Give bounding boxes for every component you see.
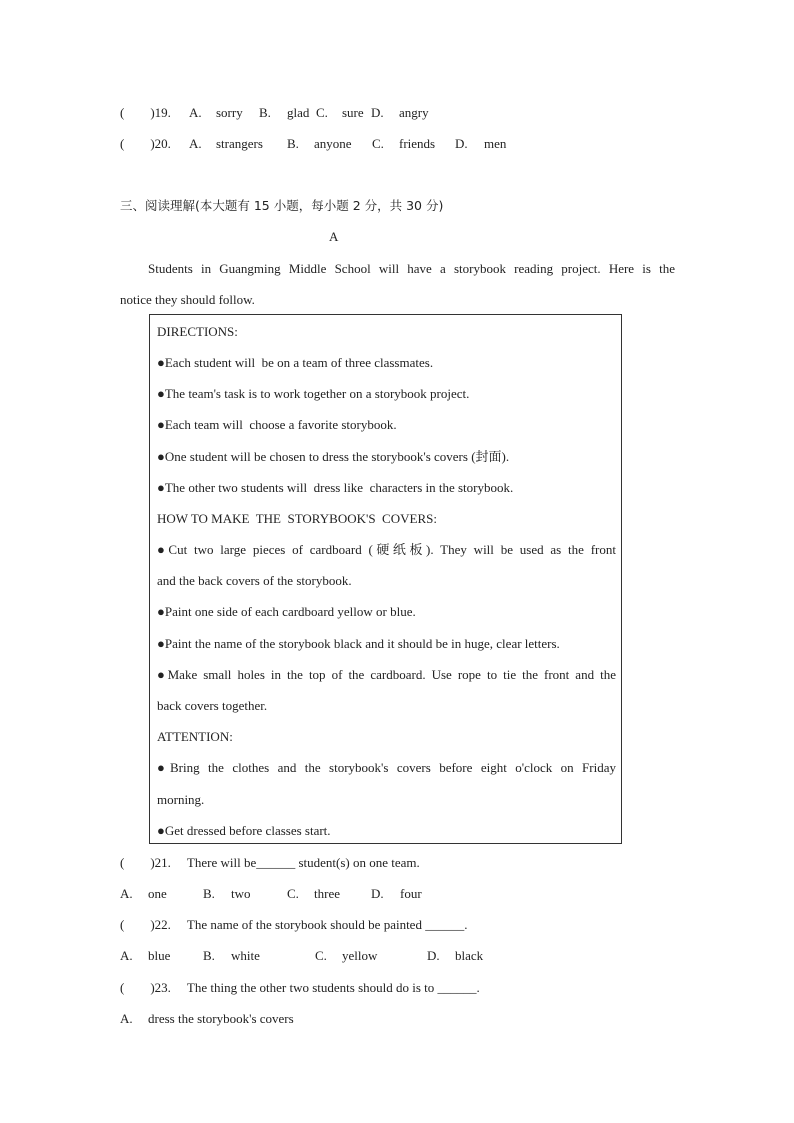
q19-option-d-text: angry bbox=[399, 105, 429, 120]
q21-option-b-text: two bbox=[231, 886, 251, 901]
q23-stem: ( )23. The thing the other two students should do is to ______. bbox=[120, 980, 480, 995]
q22-option-d-text: black bbox=[455, 948, 484, 963]
q21-option-d-text: four bbox=[400, 886, 422, 901]
howto-item-4-line-1: ●Make small holes in the top of the cardboard. Use rope to tie the front and the bbox=[157, 667, 616, 682]
directions-heading: DIRECTIONS: bbox=[157, 324, 238, 339]
attention-item-1-line-2: morning. bbox=[157, 792, 205, 807]
notice-box bbox=[149, 314, 622, 844]
direction-item-2: ●The team's task is to work together on a storybook project. bbox=[157, 386, 470, 401]
q23-option-a-letter: A. bbox=[120, 1011, 133, 1026]
q19-option-b-text: glad bbox=[287, 105, 310, 120]
q20-number: ( )20. bbox=[120, 136, 171, 151]
q19-option-a-letter: A. bbox=[189, 105, 202, 120]
section-title: 三、阅读理解(本大题有 15 小题，每小题 2 分，共 30 分) bbox=[120, 198, 444, 213]
q19-number: ( )19. bbox=[120, 105, 171, 120]
direction-item-3: ●Each team will choose a favorite storybook. bbox=[157, 417, 397, 432]
howto-item-1-line-1: ●Cut two large pieces of cardboard (硬纸板). They will be used as the front bbox=[157, 542, 616, 557]
howto-heading: HOW TO MAKE THE STORYBOOK'S COVERS: bbox=[157, 511, 437, 526]
direction-item-1: ●Each student will be on a team of three classmates. bbox=[157, 355, 434, 370]
q21-option-a-text: one bbox=[148, 886, 167, 901]
q21-stem: ( )21. There will be______ student(s) on one team. bbox=[120, 855, 420, 870]
passage-intro-line-2: notice they should follow. bbox=[120, 292, 255, 307]
attention-item-2: ●Get dressed before classes start. bbox=[157, 823, 331, 838]
q22-option-c-letter: C. bbox=[315, 948, 327, 963]
q21-option-b-letter: B. bbox=[203, 886, 215, 901]
q22-option-c-text: yellow bbox=[342, 948, 378, 963]
howto-item-1-line-2: and the back covers of the storybook. bbox=[157, 573, 352, 588]
q22-stem: ( )22. The name of the storybook should be painted ______. bbox=[120, 917, 468, 932]
q20-option-b-letter: B. bbox=[287, 136, 299, 151]
q22-option-b-letter: B. bbox=[203, 948, 215, 963]
q20-option-d-letter: D. bbox=[455, 136, 468, 151]
q22-option-a-text: blue bbox=[148, 948, 171, 963]
howto-item-2: ●Paint one side of each cardboard yellow or blue. bbox=[157, 604, 416, 619]
passage-intro-line-1: Students in Guangming Middle School will have a storybook reading project. Here is the bbox=[148, 261, 675, 276]
q20-option-a-text: strangers bbox=[216, 136, 263, 151]
q21-option-c-letter: C. bbox=[287, 886, 299, 901]
q22-option-a-letter: A. bbox=[120, 948, 133, 963]
q19-option-c-text: sure bbox=[342, 105, 364, 120]
q23-option-a-text: dress the storybook's covers bbox=[148, 1011, 294, 1026]
q20-option-a-letter: A. bbox=[189, 136, 202, 151]
q21-option-c-text: three bbox=[314, 886, 340, 901]
q22-option-b-text: white bbox=[231, 948, 260, 963]
q21-option-d-letter: D. bbox=[371, 886, 384, 901]
attention-heading: ATTENTION: bbox=[157, 729, 233, 744]
q19-option-a-text: sorry bbox=[216, 105, 243, 120]
q19-option-c-letter: C. bbox=[316, 105, 328, 120]
q20-option-d-text: men bbox=[484, 136, 507, 151]
howto-item-4-line-2: back covers together. bbox=[157, 698, 268, 713]
passage-letter: A bbox=[329, 229, 339, 244]
attention-item-1-line-1: ●Bring the clothes and the storybook's covers before eight o'clock on Friday bbox=[157, 760, 616, 775]
q20-option-c-text: friends bbox=[399, 136, 436, 151]
q19-option-b-letter: B. bbox=[259, 105, 271, 120]
direction-item-5: ●The other two students will dress like characters in the storybook. bbox=[157, 480, 514, 495]
q20-option-b-text: anyone bbox=[314, 136, 352, 151]
q20-option-c-letter: C. bbox=[372, 136, 384, 151]
q19-option-d-letter: D. bbox=[371, 105, 384, 120]
q22-option-d-letter: D. bbox=[427, 948, 440, 963]
howto-item-3: ●Paint the name of the storybook black and it should be in huge, clear letters. bbox=[157, 636, 560, 651]
q21-option-a-letter: A. bbox=[120, 886, 133, 901]
direction-item-4: ●One student will be chosen to dress the storybook's covers (封面). bbox=[157, 449, 510, 464]
